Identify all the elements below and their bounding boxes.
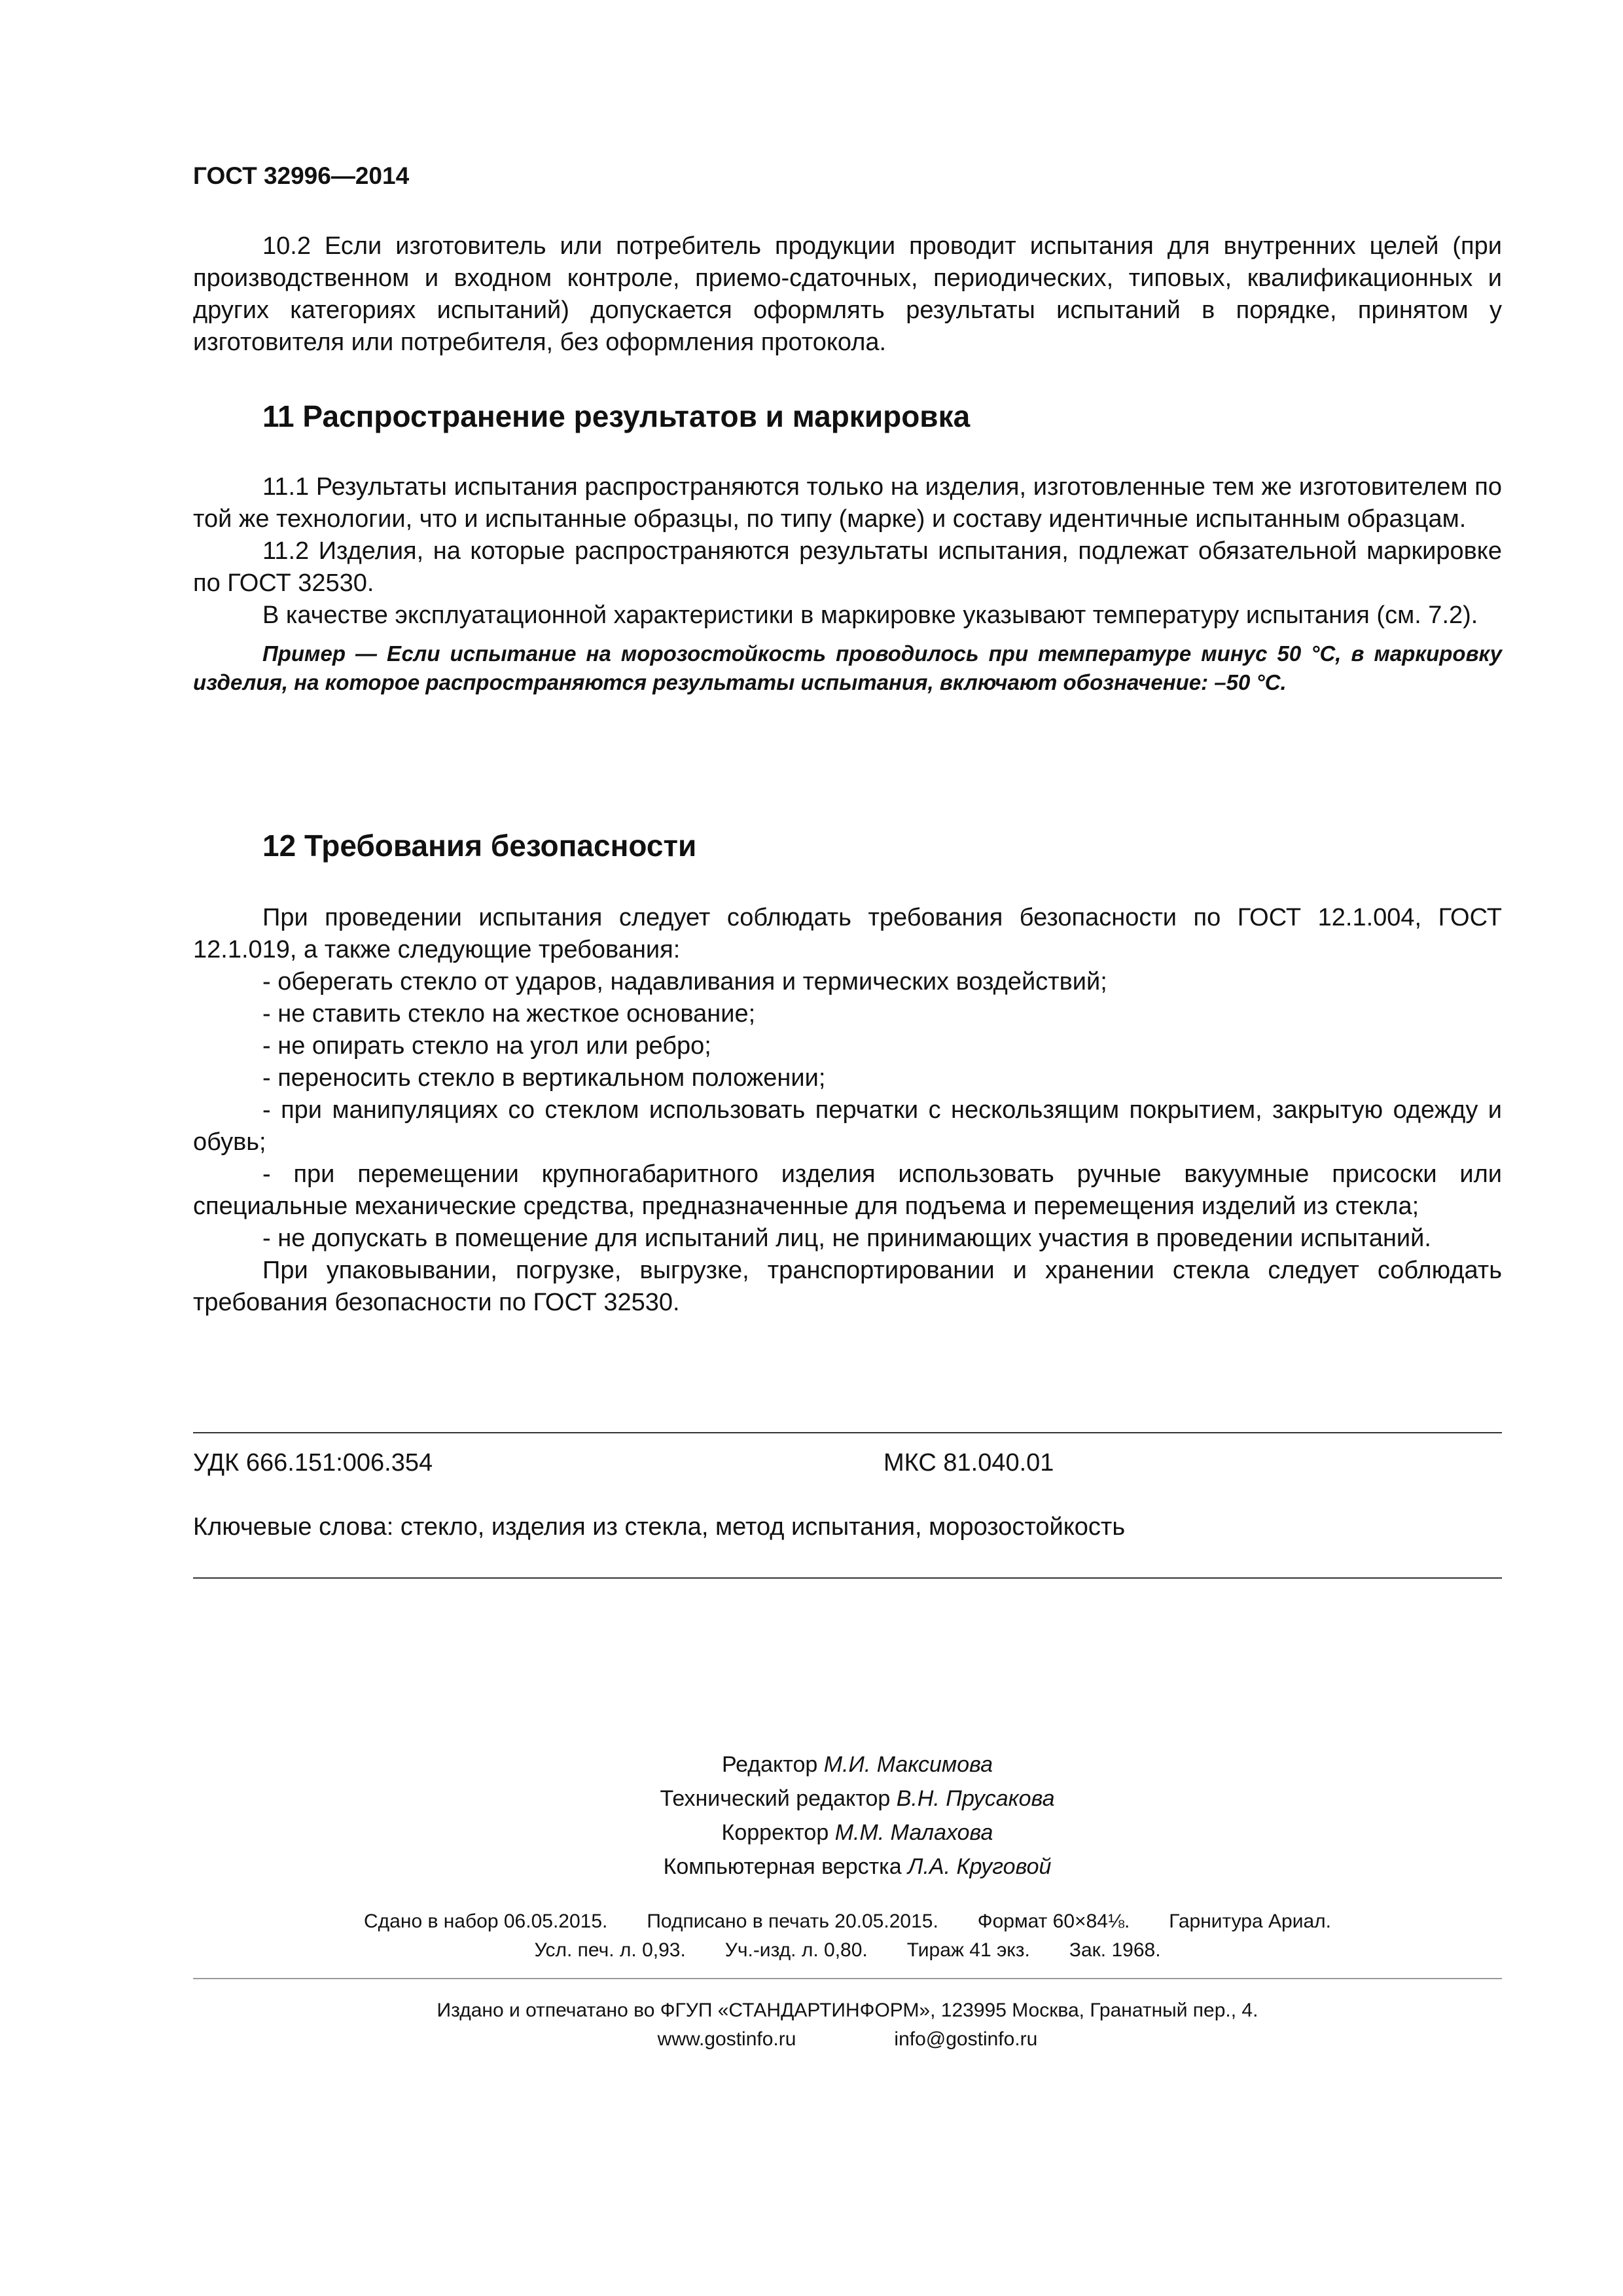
email-link[interactable]: info@gostinfo.ru <box>894 2028 1038 2050</box>
requirement-item: - оберегать стекло от ударов, надавливания и термических воздействий; <box>262 968 1107 996</box>
imprint-divider <box>193 1978 1502 1979</box>
paragraph-11-1: 11.1 Результаты испытания распространяются только на изделия, изготовленные тем же изготовителем по той же технологии, что и испытанные образцы, по типу (марке) и составу идентичные испытанным образцам. <box>193 473 1502 533</box>
imprint-print-details <box>193 1907 1502 1965</box>
requirement-item: - не опирать стекло на угол или ребро; <box>262 1032 711 1060</box>
paragraph-11-3: В качестве эксплуатационной характеристики в маркировке указывают температуру испытания (см. 7.2). <box>262 601 1478 629</box>
mks-code: МКС 81.040.01 <box>883 1449 1054 1477</box>
section-12-intro: При проведении испытания следует соблюдать требования безопасности по ГОСТ 12.1.004, ГОСТ 12.1.019, а также следующие требования: <box>193 904 1502 963</box>
section-12-closing: При упаковывании, погрузке, выгрузке, транспортировании и хранении стекла следует соблюдать требования безопасности по ГОСТ 32530. <box>193 1257 1502 1316</box>
website-link[interactable]: www.gostinfo.ru <box>657 2028 796 2050</box>
credit-line: Корректор М.М. Малахова <box>721 1820 993 1845</box>
paragraph-11-2: 11.2 Изделия, на которые распространяются результаты испытания, подлежат обязательной маркировке по ГОСТ 32530. <box>193 537 1502 597</box>
udk-code: УДК 666.151:006.354 <box>193 1449 433 1477</box>
example-note: Пример — Если испытание на морозостойкость проводилось при температуре минус 50 °С, в маркировку изделия, на которое распространяются результаты испытания, включают обозначение: –50 °С. <box>193 641 1502 694</box>
document-header: ГОСТ 32996—2014 <box>193 162 410 189</box>
imprint-line-2: Усл. печ. л. 0,93. Уч.-изд. л. 0,80. Тираж 41 экз. Зак. 1968. <box>534 1939 1161 1961</box>
section-12-title: 12 Требования безопасности <box>262 829 697 863</box>
credit-line: Редактор М.И. Максимова <box>721 1752 993 1777</box>
imprint-line-1: Сдано в набор 06.05.2015. Подписано в печать 20.05.2015. Формат 60×84⅛. Гарнитура Ариал. <box>364 1910 1331 1932</box>
requirement-item: - переносить стекло в вертикальном положении; <box>262 1064 826 1092</box>
section-11-body <box>193 471 1502 697</box>
requirement-item: - не допускать в помещение для испытаний лиц, не принимающих участия в проведении испытаний. <box>262 1225 1431 1252</box>
credit-line: Технический редактор В.Н. Прусакова <box>660 1786 1055 1811</box>
credit-line: Компьютерная верстка Л.А. Круговой <box>663 1854 1052 1879</box>
publisher-info <box>193 1996 1502 2054</box>
requirement-item: - при манипуляциях со стеклом использовать перчатки с нескользящим покрытием, закрытую одежду и обувь; <box>193 1096 1502 1156</box>
publisher-address: Издано и отпечатано во ФГУП «СТАНДАРТИНФОРМ», 123995 Москва, Гранатный пер., 4. <box>437 2000 1258 2021</box>
requirement-item: - при перемещении крупногабаритного изделия использовать ручные вакуумные присоски или специальные механические средства, предназначенные для подъема и перемещения изделий из стекла; <box>193 1160 1502 1220</box>
requirement-item: - не ставить стекло на жесткое основание; <box>262 1000 756 1028</box>
publisher-contacts <box>193 2025 1502 2054</box>
divider-bottom <box>193 1577 1502 1579</box>
editorial-credits <box>497 1748 1217 1884</box>
paragraph-10-2: 10.2 Если изготовитель или потребитель продукции проводит испытания для внутренних целей (при производственном и входном контроле, приемо-сдаточных, периодических, типовых, квалификационных и других категориях испытаний) допускается оформлять результаты испытаний в порядке, принятом у изготовителя или потребителя, без оформления протокола. <box>193 232 1502 356</box>
keywords: Ключевые слова: стекло, изделия из стекла, метод испытания, морозостойкость <box>193 1513 1126 1541</box>
divider-top <box>193 1432 1502 1433</box>
section-11-title: 11 Распространение результатов и маркировка <box>262 399 971 433</box>
section-12-body <box>193 902 1502 1319</box>
